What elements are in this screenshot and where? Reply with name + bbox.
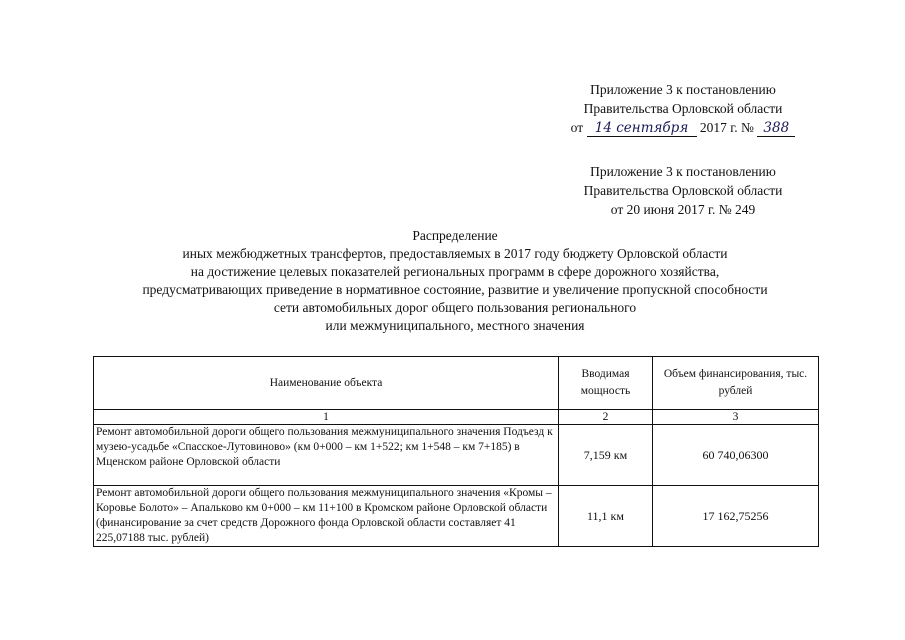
- object-name-cell: Ремонт автомобильной дороги общего пользования межмуниципального значения Подъезд к музею-усадьбе «Спасское-Лутовиново» (км 0+000 – км 1+522; км 1+548 – км 7+185) в Мценском районе Орловской области: [94, 425, 559, 486]
- header-capacity: Вводимая мощность: [559, 357, 653, 410]
- distribution-table: [93, 356, 819, 547]
- header-object-name: Наименование объекта: [94, 357, 559, 410]
- heading-line: сети автомобильных дорог общего пользования регионального: [273, 300, 637, 315]
- document-heading: [60, 227, 850, 335]
- column-number: 2: [559, 410, 653, 425]
- annex-title-line: Приложение 3 к постановлению: [590, 164, 776, 179]
- annex-government-line: Правительства Орловской области: [583, 183, 783, 198]
- annex-from-label: от: [570, 120, 584, 135]
- funding-cell: 60 740,06300: [653, 425, 819, 486]
- heading-line: иных межбюджетных трансфертов, предоставляемых в 2017 году бюджету Орловской области: [182, 246, 728, 261]
- annex-government-line: Правительства Орловской области: [583, 101, 783, 116]
- annex-year-label: 2017 г. №: [699, 120, 754, 135]
- object-name-cell: Ремонт автомобильной дороги общего пользования межмуниципального значения «Кромы – Коровье Болото» – Апальково км 0+000 – км 11+100 в Кромском районе Орловской области (финансирование за счет средств Дорожного фонда Орловской области составляет 41 225,07188 тыс. рублей): [94, 486, 559, 547]
- table-header-row: [94, 357, 819, 410]
- handwritten-date: 14 сентября: [587, 121, 697, 137]
- heading-line: предусматривающих приведение в нормативное состояние, развитие и увеличение пропускной способности: [142, 282, 768, 297]
- heading-title: Распределение: [412, 228, 498, 243]
- column-number-row: [94, 410, 819, 425]
- capacity-cell: 11,1 км: [559, 486, 653, 547]
- header-funding: Объем финансирования, тыс. рублей: [653, 357, 819, 410]
- annex-date-line: от 20 июня 2017 г. № 249: [610, 202, 756, 217]
- column-number: 3: [653, 410, 819, 425]
- annex-previous-block: [548, 162, 818, 219]
- column-number: 1: [94, 410, 559, 425]
- table-row: [94, 425, 819, 486]
- annex-title-line: Приложение 3 к постановлению: [590, 82, 776, 97]
- handwritten-number: 388: [757, 121, 795, 137]
- funding-cell: 17 162,75256: [653, 486, 819, 547]
- table-row: [94, 486, 819, 547]
- heading-line: или межмуниципального, местного значения: [325, 318, 585, 333]
- annex-current-block: [548, 80, 818, 137]
- capacity-cell: 7,159 км: [559, 425, 653, 486]
- heading-line: на достижение целевых показателей региональных программ в сфере дорожного хозяйства,: [190, 264, 720, 279]
- annex-date-line: [548, 118, 818, 137]
